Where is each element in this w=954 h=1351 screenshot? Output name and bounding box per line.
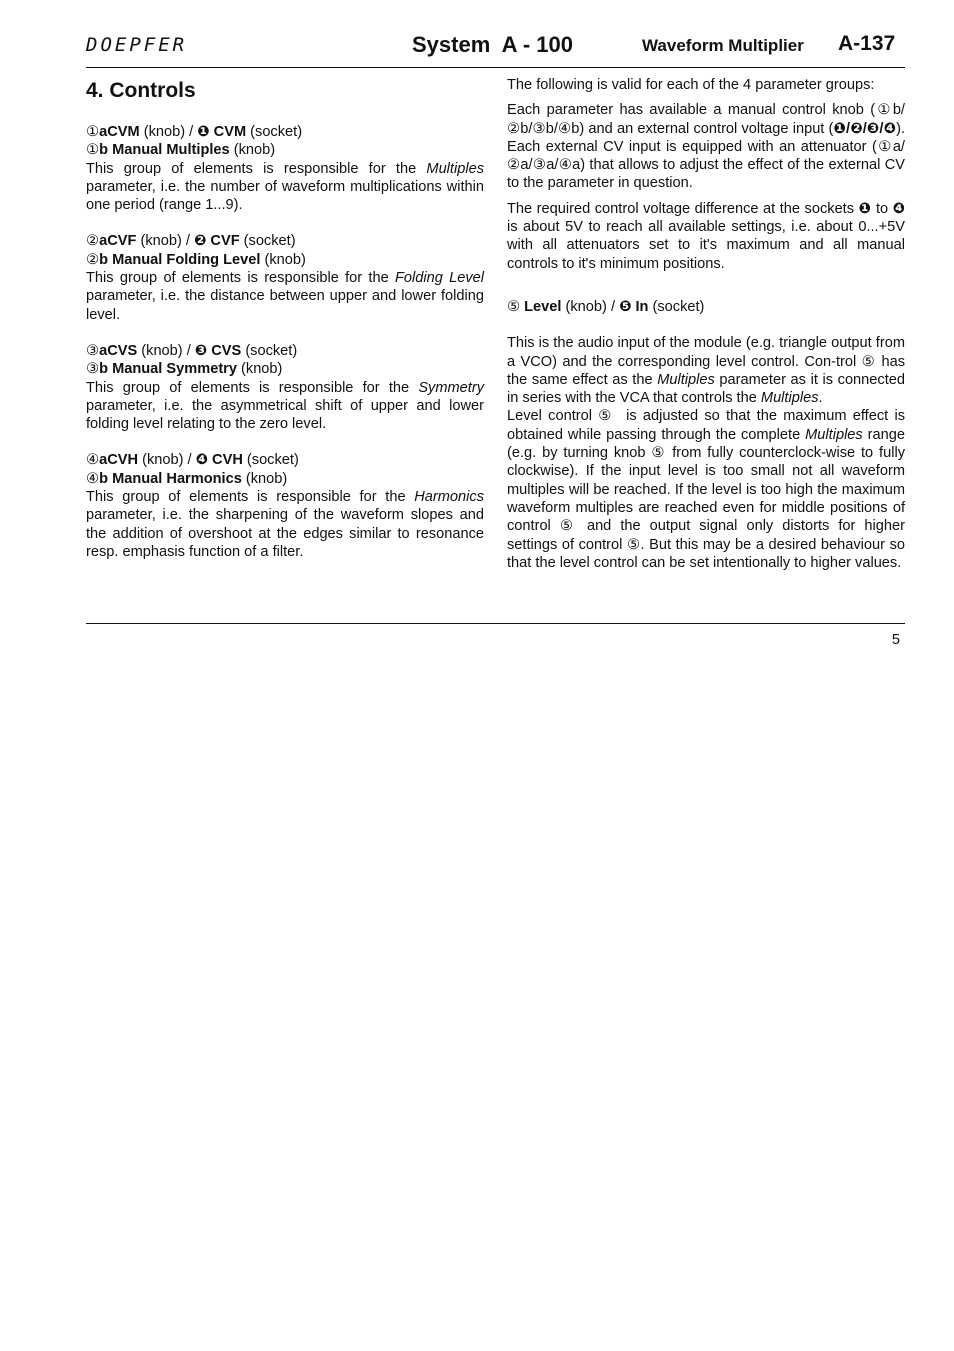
- control-line-cvs: ③aCVS (knob) / ❸ CVS (socket): [86, 342, 298, 359]
- module-name: Waveform Multiplier: [642, 36, 804, 55]
- group-description-folding-level: This group of elements is responsible for the Folding Level parameter, i.e. the distance between upper and lower folding level.: [86, 270, 484, 323]
- footer-rule: [86, 623, 905, 624]
- page-number: 5: [891, 632, 900, 648]
- section-title: 4. Controls: [86, 79, 196, 102]
- control-line-manual-harmonics: ④b Manual Harmonics (knob): [86, 470, 288, 487]
- header-rule: [86, 67, 905, 68]
- control-line-manual-multiples: ①b Manual Multiples (knob): [86, 142, 276, 159]
- audio-input-paragraph: This is the audio input of the module (e.g. triangle output from a VCO) and the corresponding level control. Con-trol ⑤ has the same effect as the Multiples parameter as it is connected in series with the VCA that controls the Multiples.: [507, 335, 905, 407]
- parameter-paragraph: Each parameter has available a manual control knob (①b/②b/③b/④b) and an external control voltage input (❶/❷/❸/❹). Each external CV input is equipped with an attenuator (①a/②a/③a/④a) that allows to adjust the effect of the external CV to the parameter in question.: [507, 102, 905, 192]
- control-line-cvf: ②aCVF (knob) / ❷ CVF (socket): [86, 233, 296, 250]
- system-title: System A - 100: [412, 32, 574, 57]
- control-line-manual-folding-level: ②b Manual Folding Level (knob): [86, 251, 306, 268]
- doepfer-logo: DOEPFER: [86, 34, 188, 56]
- control-line-cvm: ①aCVM (knob) / ❶ CVM (socket): [86, 124, 303, 140]
- control-line-manual-symmetry: ③b Manual Symmetry (knob): [86, 361, 283, 378]
- group-description-multiples: This group of elements is responsible for the Multiples parameter, i.e. the number of waveform multiplications within one period (range 1...9).: [86, 160, 484, 214]
- level-control-paragraph: Level control ⑤ is adjusted so that the maximum effect is obtained while passing through the complete Multiples range (e.g. by turning knob ⑤ from fully counterclock-wise to fully clockwise). If the input level is too small not all waveform multiples will be reached. If the level is too high the maximum waveform multiples are reached even for middle positions of control ⑤ and the output signal only distorts for higher settings of control ⑤. But this may be a desired behaviour so that the level control can be set intentionally to higher values.: [507, 408, 910, 571]
- group-description-harmonics: This group of elements is responsible for the Harmonics parameter, i.e. the sharpening of the waveform slopes and the addition of overshoot at the edges similar to resonance resp. emphasis function of a filter.: [86, 489, 484, 560]
- module-code: A-137: [838, 32, 896, 55]
- intro-paragraph: The following is valid for each of the 4 parameter groups:: [507, 77, 875, 93]
- right-column: [507, 76, 914, 572]
- page-header: [86, 30, 905, 66]
- control-line-level: ⑤ Level (knob) / ❺ In (socket): [507, 298, 705, 315]
- control-line-cvh: ④aCVH (knob) / ❹ CVH (socket): [86, 452, 299, 469]
- cv-range-paragraph: The required control voltage difference at the sockets ❶ to ❹ is about 5V to reach all available settings, i.e. about 0...+5V with all attenuators set to it's maximum and all manual controls to it's minimum positions.: [507, 200, 914, 272]
- group-description-symmetry: This group of elements is responsible for the Symmetry parameter, i.e. the asymmetrical shift of upper and lower folding level relating to the zero level.: [86, 379, 484, 433]
- left-column: [86, 76, 484, 579]
